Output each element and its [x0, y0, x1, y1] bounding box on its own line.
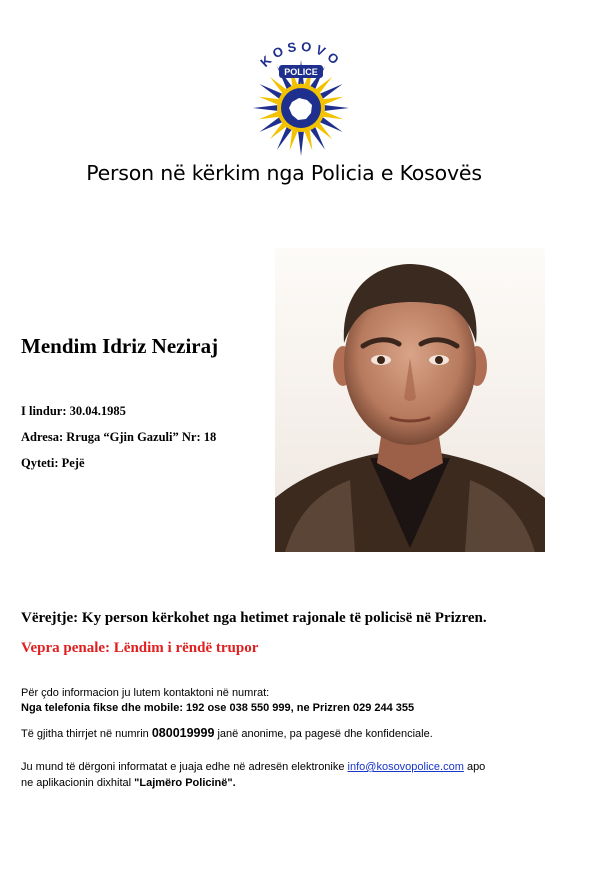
birth-date: I lindur: 30.04.1985	[21, 404, 126, 418]
suspect-photo	[275, 248, 545, 552]
email-prefix: Ju mund të dërgoni informatat e juaja edhe në adresën elektronike	[21, 761, 348, 773]
star-icon: ✶	[296, 81, 306, 92]
person-name: Mendim Idriz Neziraj	[21, 334, 219, 358]
contact-phones: Nga telefonia fikse dhe mobile: 192 ose 038 550 999, ne Prizren 029 244 355	[21, 702, 415, 714]
address: Adresa: Rruga “Gjin Gazuli” Nr: 18	[21, 430, 217, 444]
email-line	[21, 760, 485, 775]
page-title: Person në kërkim nga Policia e Kosovës	[86, 161, 482, 185]
crime-text: Vepra penale: Lëndim i rëndë trupor	[21, 640, 259, 656]
free-call-number: 080019999	[151, 726, 215, 740]
kosovo-police-logo	[236, 40, 366, 156]
logo-ring-text: KOSOVO	[257, 40, 345, 70]
app-suffix: .	[232, 777, 236, 789]
free-call-line	[21, 726, 433, 742]
notice-text: Vërejtje: Ky person kërkohet nga hetimet rajonale të policisë në Prizren.	[21, 610, 487, 626]
app-name: "Lajmëro Policinë"	[134, 777, 233, 789]
app-line	[21, 776, 236, 791]
email-suffix: apo	[463, 761, 486, 773]
contact-intro: Për çdo informacion ju lutem kontaktoni në numrat:	[21, 687, 270, 699]
free-call-prefix: Të gjitha thirrjet në numrin	[21, 728, 152, 740]
app-prefix: ne aplikacionin dixhital	[21, 777, 135, 789]
city: Qyteti: Pejë	[21, 456, 85, 470]
free-call-suffix: janë anonime, pa pagesë dhe konfidenciale.	[214, 728, 433, 740]
email-link[interactable]: info@kosovopolice.com	[347, 761, 464, 773]
logo-badge-text: POLICE	[284, 67, 318, 77]
